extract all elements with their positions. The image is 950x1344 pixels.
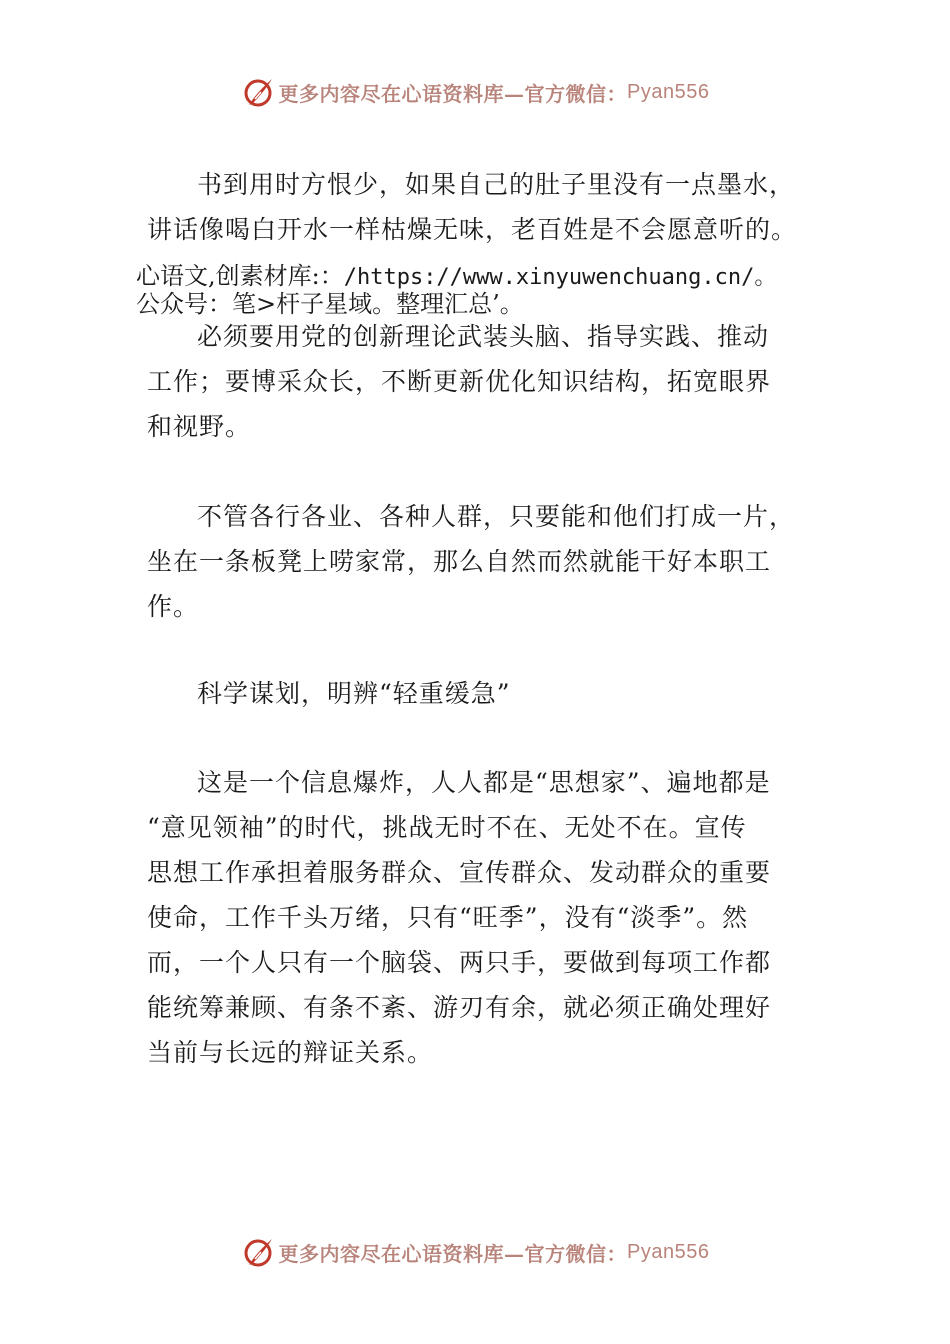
quill-seal-icon <box>241 1235 275 1269</box>
footer-banner <box>0 1230 950 1274</box>
header-banner-handle: Pyan556 <box>627 80 710 103</box>
paragraph-4-line-6: 能统筹兼顾、有条不紊、游刃有余，就必须正确处理好 <box>147 993 772 1022</box>
paragraph-4-line-4: 使命，工作千头万绪，只有“旺季”，没有“淡季”。然 <box>147 903 749 932</box>
paragraph-1-line-1: 书到用时方恨少，如果自己的肚子里没有一点墨水， <box>197 170 796 199</box>
paragraph-2-line-2: 工作；要博采众长，不断更新优化知识结构，拓宽眼界 <box>147 367 772 396</box>
source-note-url: /https://www.xinyuwenchuang.cn/。 <box>343 265 777 290</box>
paragraph-4-line-3: 思想工作承担着服务群众、宣传群众、发动群众的重要 <box>147 858 772 887</box>
paragraph-4-line-1: 这是一个信息爆炸，人人都是“思想家”、遍地都是 <box>197 768 771 797</box>
source-note-line-1 <box>136 262 776 292</box>
source-note-label: 心语文,创素材库:： <box>136 262 344 290</box>
paragraph-3-line-2: 坐在一条板凳上唠家常，那么自然而然就能干好本职工 <box>147 547 772 576</box>
paragraph-2-line-3: 和视野。 <box>147 412 252 441</box>
paragraph-3-line-3: 作。 <box>147 592 200 621</box>
paragraph-4-line-7: 当前与长远的辩证关系。 <box>147 1038 434 1067</box>
paragraph-4-line-2: “意见领袖”的时代，挑战无时不在、无处不在。宣传 <box>147 813 747 842</box>
paragraph-4-line-5: 而，一个人只有一个脑袋、两只手，要做到每项工作都 <box>147 948 772 977</box>
footer-banner-handle: Pyan556 <box>627 1240 710 1263</box>
source-note-line-2: 公众号：笔>杆子星域。整理汇总’。 <box>136 290 524 318</box>
paragraph-3-line-1: 不管各行各业、各种人群，只要能和他们打成一片， <box>197 502 796 531</box>
paragraph-1-line-2: 讲话像喝白开水一样枯燥无味，老百姓是不会愿意听的。 <box>147 215 798 244</box>
paragraph-2-line-1: 必须要用党的创新理论武装头脑、指导实践、推动 <box>197 322 770 351</box>
section-heading: 科学谋划，明辨“轻重缓急” <box>197 679 511 708</box>
footer-banner-text: 更多内容尽在心语资料库—官方微信： <box>278 1241 628 1266</box>
header-banner-text: 更多内容尽在心语资料库—官方微信： <box>278 81 628 106</box>
